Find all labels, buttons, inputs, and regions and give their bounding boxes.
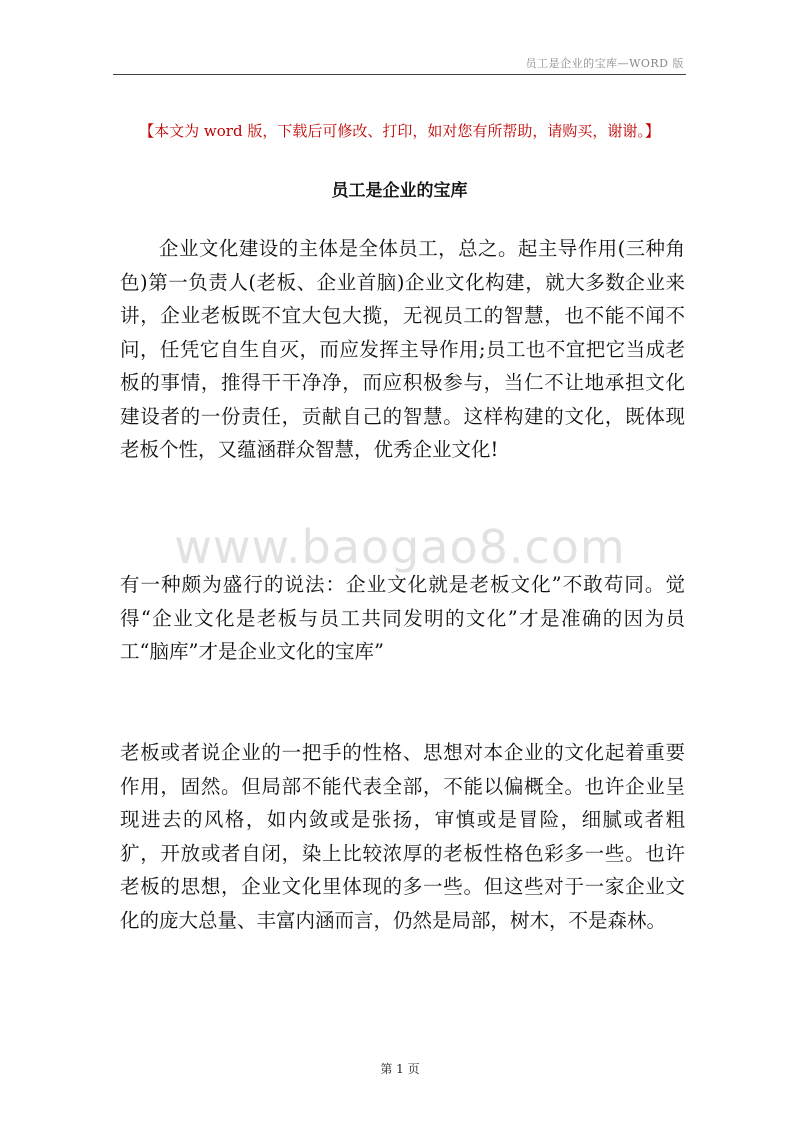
body-paragraph-3: 老板或者说企业的一把手的性格、思想对本企业的文化起着重要作用，固然。但局部不能代表全部，不能以偏概全。也许企业呈现进去的风格，如内敛或是张扬，审慎或是冒险，细腻或者粗犷，开放或者自闭，染上比较浓厚的老板性格色彩多一些。也许老板的思想，企业文化里体现的多一些。但这些对于一家企业文化的庞大总量、丰富内涵而言，仍然是局部，树木，不是森林。 (120, 741, 685, 932)
body-paragraph-1: 企业文化建设的主体是全体员工，总之。起主导作用(三种角色)第一负责人(老板、企业首脑)企业文化构建，就大多数企业来讲，企业老板既不宜大包大揽，无视员工的智慧，也不能不闻不问，任凭它自生自灭，而应发挥主导作用;员工也不宜把它当成老板的事情，推得干干净净，而应积极参与，当仁不让地承担文化建设者的一份责任，贡献自己的智慧。这样构建的文化，既体现老板个性，又蕴涵群众智慧，优秀企业文化! (120, 237, 685, 461)
header-divider (113, 74, 686, 75)
watermark: www.baogao8.com (174, 520, 626, 574)
download-notice: 【本文为 word 版，下载后可修改、打印，如对您有所帮助，请购买，谢谢。】 (139, 122, 660, 140)
document-title: 员工是企业的宝库 (331, 181, 468, 201)
body-paragraph-2: 有一种颇为盛行的说法：企业文化就是老板文化”不敢苟同。觉得“企业文化是老板与员工共同发明的文化”才是准确的因为员工“脑库”才是企业文化的宝库” (120, 573, 685, 663)
running-header: 员工是企业的宝库—WORD 版 (525, 57, 684, 70)
page-number: 第 1 页 (380, 1062, 420, 1076)
